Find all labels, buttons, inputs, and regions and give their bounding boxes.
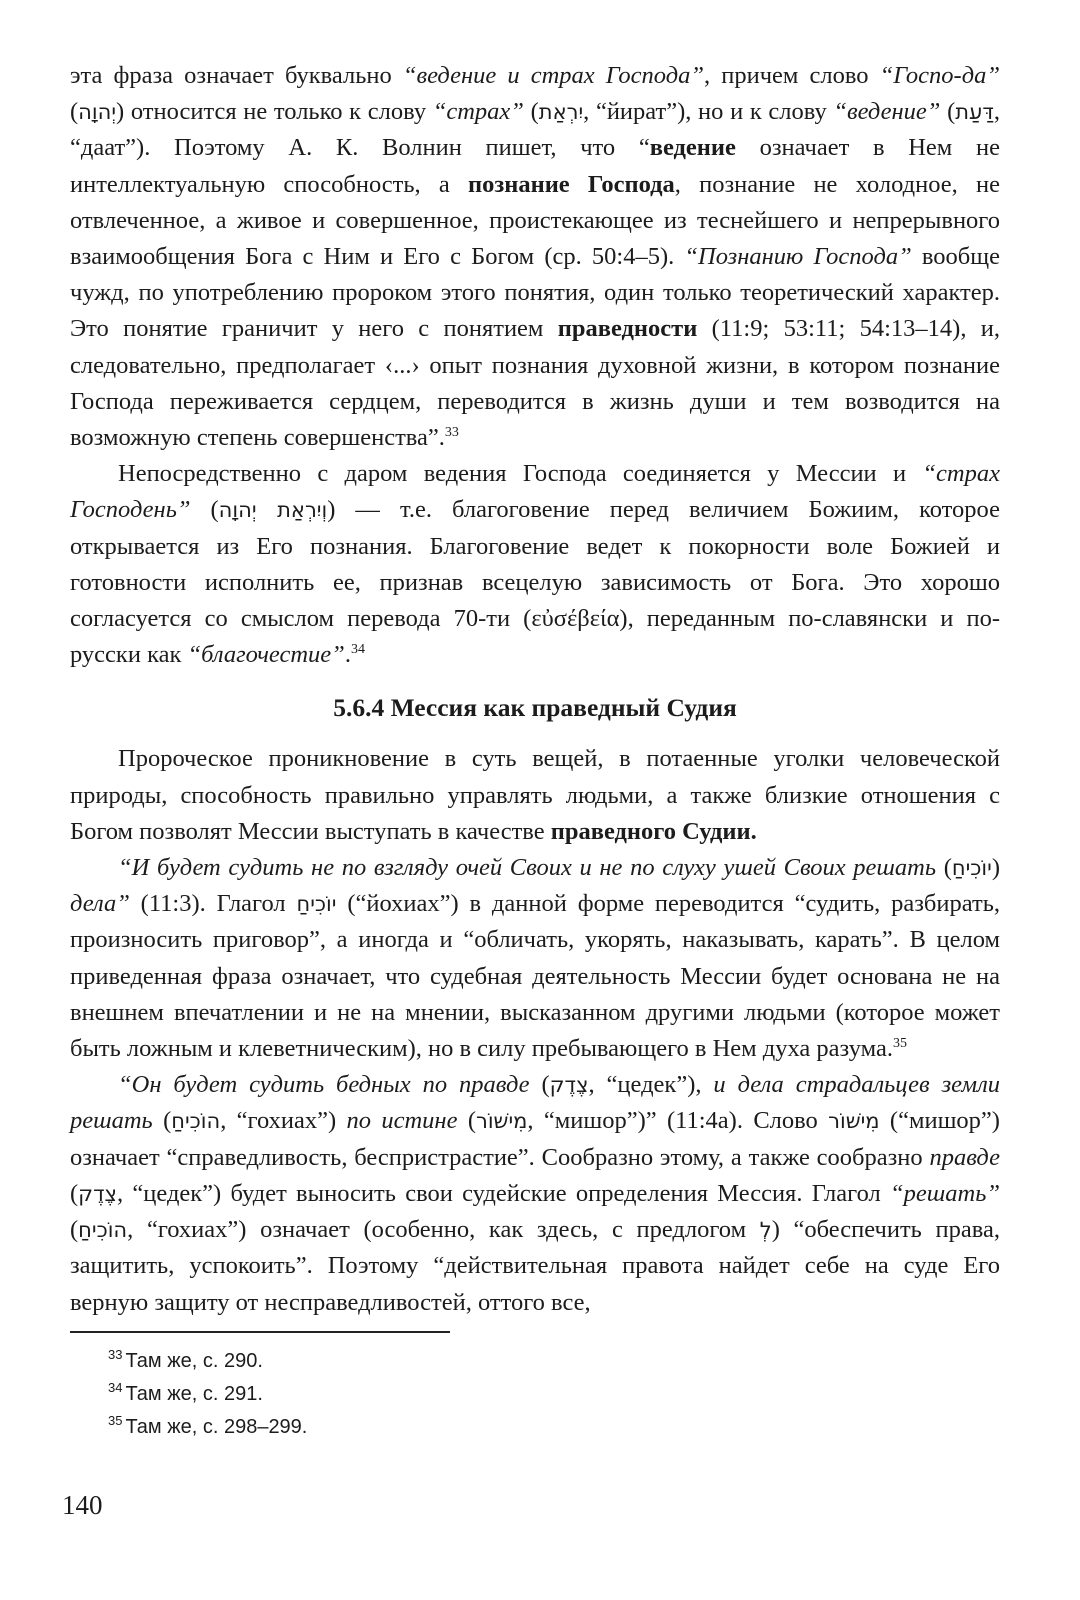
paragraph-2 [70,456,1000,673]
italic-text: “благочестие” [187,641,345,669]
text: ( [457,1107,476,1135]
hebrew-word: מִישׁוֹר [828,1109,880,1134]
footnote-divider [70,1331,450,1333]
paragraph-3 [70,741,1000,850]
italic-text: “Госпо-да” [879,62,1000,89]
text: , “гохиах”) [220,1107,347,1135]
text: . [344,641,351,669]
text: ( [523,98,539,126]
italic-text: “страх Господень” [70,460,1000,524]
text: (11:3). Глагол [129,890,297,918]
text: ( [70,1216,79,1244]
section-heading: 5.6.4 Мессия как праведный Судия [333,693,737,723]
text: , познание не холодное, не отвлеченное, а живое и совершенное, проистекающее из теснейшего и непрерывного взаимообщения Бога с Ним и Его с Богом (ср. 50:4–5). [70,170,1000,271]
paragraph-1 [70,58,1000,456]
text: ( [70,98,79,126]
italic-text: “страх” [432,98,524,126]
italic-text: “ведение и страх Господа” [402,62,704,89]
footnote-number: 33 [108,1346,123,1362]
hebrew-word: צֶדֶק [78,1181,117,1206]
hebrew-word: לְ [759,1218,772,1243]
italic-text: и дела страдальцев земли решать [70,1071,1000,1135]
footnote-ref[interactable]: 33 [444,425,459,441]
text: ( [936,854,952,882]
text: , “гохиах”) означает (особенно, как здесь, с предлогом [127,1216,760,1244]
italic-text: по истине [346,1107,458,1135]
bold-text: познание Господа [468,170,675,198]
text: , “даат”). Поэтому А. К. Волнин пишет, что “ [70,98,1000,162]
hebrew-word: יִרְאַת [538,100,584,125]
footnote-number: 34 [108,1379,123,1395]
footnote-ref[interactable]: 34 [350,642,365,658]
text: ) относится не только к слову [116,98,433,126]
text: , “цедек”), [588,1071,714,1099]
text: вообще чужд, по употреблению пророком этого понятия, один только теоретический характер. Это понятие граничит у него с понятием [70,243,1000,343]
hebrew-word: הוֹכִיחַ [78,1218,128,1243]
footnote-text: Там же, с. 298–299. [125,1415,308,1438]
footnote-item [70,1378,1000,1411]
italic-text: правде [929,1143,1000,1171]
footnotes [70,1345,1000,1444]
text: , “йират”), но и к слову [583,98,834,126]
text: ( [70,1179,79,1207]
bold-text: праведного Судии. [550,817,757,845]
hebrew-word: יוֹכִיחַ [296,892,337,917]
bold-text: праведности [557,315,698,343]
hebrew-word: דַּעַת [955,100,994,125]
text: ( [940,98,956,126]
footnote-item [70,1345,1000,1378]
footnote-number: 35 [108,1412,123,1428]
paragraph-5 [70,1067,1000,1320]
footnote-text: Там же, с. 291. [125,1382,263,1405]
italic-text: “И будет судить не по взгляду очей Своих и не по слуху ушей Своих решать [118,854,937,882]
text: (“йохиах”) в данной форме переводится “судить, разбирать, произносить приговор”, а иногда и “обличать, укорять, наказывать, карать”. В целом приведенная фраза означает, что судебная деятельность Мессии будет основана не на внешнем впечатлении и не на мнении, высказанном другими людьми (которое может быть ложным и клеветническим), но в силу пребывающего в Нем духа разума. [70,890,1001,1063]
text: , “мишор”)” (11:4a). Слово [527,1107,829,1135]
text: ( [529,1071,550,1099]
text: ( [152,1107,172,1135]
text: ) [991,854,1000,882]
page-body [70,58,1000,1444]
footnote-text: Там же, с. 290. [125,1349,263,1372]
text: означает в Нем не интеллектуальную способность, а [70,134,1000,198]
hebrew-word: צֶדֶק [549,1073,589,1098]
footnote-item [70,1411,1000,1444]
text: (“мишор”) означает “справедливость, беспристрастие”. Сообразно этому, а также сообразно [70,1107,1000,1171]
italic-text: дела” [70,890,130,918]
hebrew-word: יוֹכִיחַ [951,856,992,881]
text: , “цедек”) будет выносить свои судейские определения Мессия. Глагол [117,1179,891,1207]
text: эта фраза означает буквально [70,62,403,89]
text: ) — т.е. благоговение перед величием Божиим, которое открывается из Его познания. Благоговение ведет к покорности воле Божией и готовности исполнить ее, признав всецелую зависимость от Бога. Это хорошо согласуется со смыслом перевода 70-ти (εὐσέβεία), переданным по-славянски и по-русски как [70,496,1000,669]
text: , причем слово [704,62,880,89]
italic-text: “Познанию Господа” [684,243,912,271]
text: ) “обеспечить права, защитить, успокоить”. Поэтому “действительная правота найдет себе на суде Его верную защиту от несправедливостей, оттого все, [70,1216,1001,1316]
paragraph-4 [70,850,1000,1067]
italic-text: “ведение” [833,98,941,126]
text: Пророческое проникновение в суть вещей, в потаенные уголки человеческой природы, способность правильно управлять людьми, а также близкие отношения с Богом позволят Мессии выступать в качестве [70,745,1000,845]
italic-text: “Он будет судить бедных по правде [118,1071,530,1099]
hebrew-word: מִישׁוֹר [475,1109,528,1134]
text: (11:9; 53:11; 54:13–14), и, следовательно, предполагает ‹...› опыт познания духовной жизни, в котором познание Господа переживается сердцем, переводится в жизнь души и тем возводится на возможную степень совершенства”. [70,315,1001,452]
hebrew-word: יְהוָה [78,100,117,125]
text: ( [190,496,219,524]
page-number: 140 [62,1490,103,1520]
hebrew-word: וְיִרְאַת יְהוָה [218,498,328,523]
text: Непосредственно с даром ведения Господа соединяется у Мессии и [118,460,923,488]
hebrew-word: הוֹכִיחַ [171,1109,221,1134]
bold-text: ведение [649,134,736,162]
italic-text: “решать” [890,1179,1000,1207]
footnote-ref[interactable]: 35 [893,1036,907,1052]
